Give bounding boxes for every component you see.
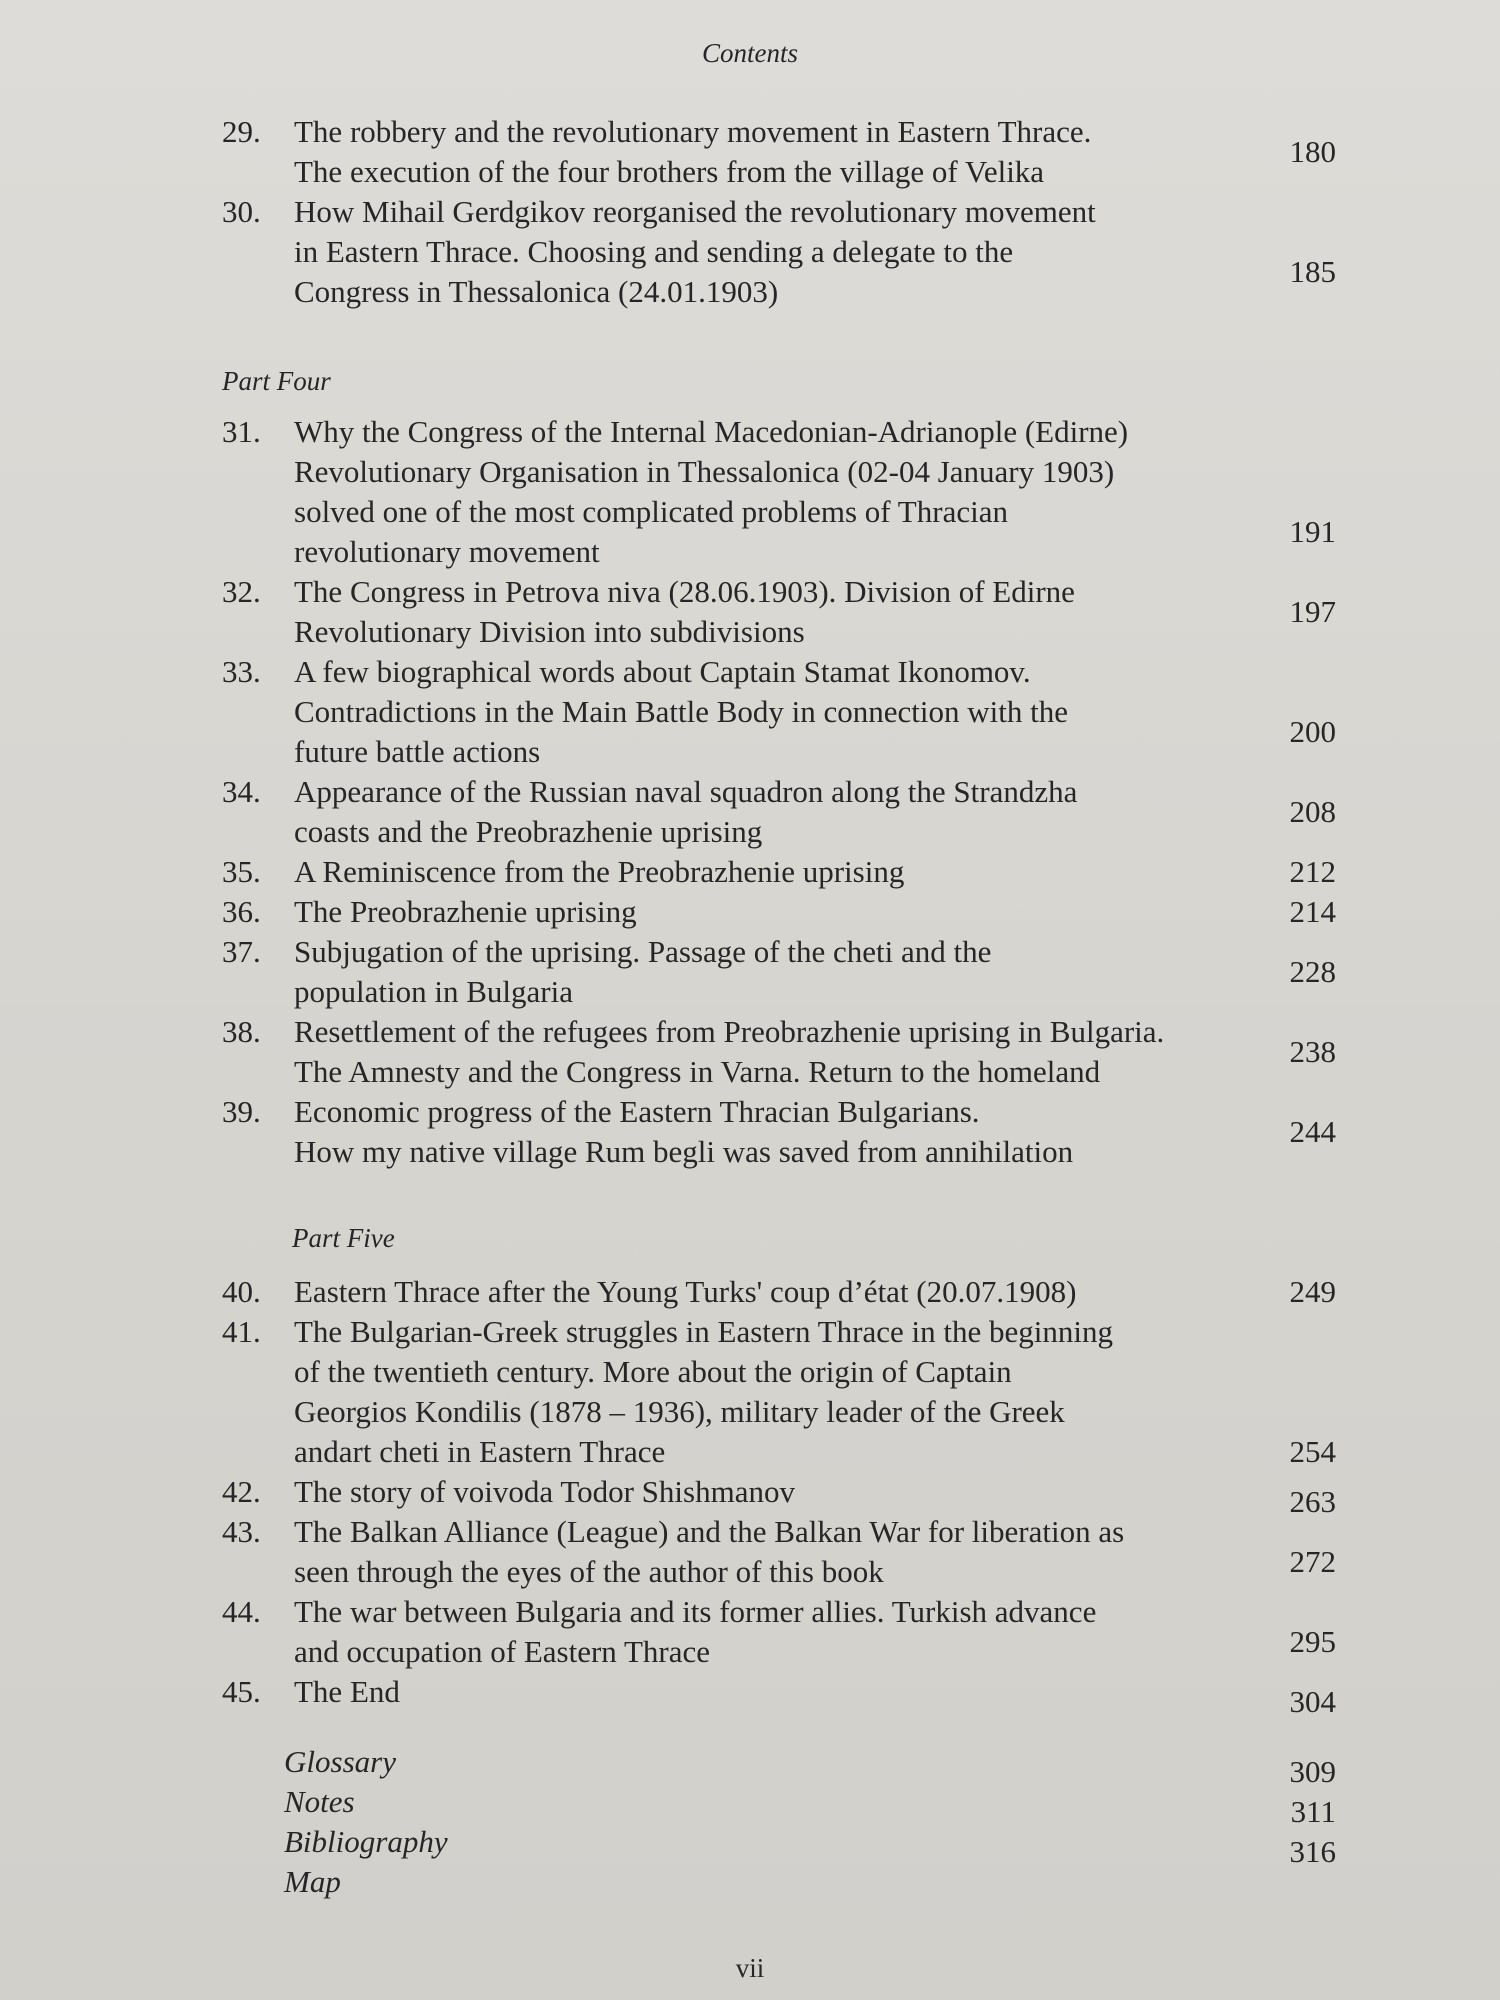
entry-title [294,772,1077,852]
entry-page-number: 208 [1289,794,1336,829]
entry-title [294,412,1128,572]
entry-title-line: revolutionary movement [294,534,600,569]
entry-page-number: 185 [1289,254,1336,289]
entry-number: 42. [222,1474,261,1509]
entry-page-number: 191 [1289,514,1336,549]
entry-page-number: 212 [1289,854,1336,889]
entry-number: 34. [222,774,261,809]
entry-title-line: Appearance of the Russian naval squadron along the Strandzha [294,774,1078,809]
entry-title-line: Revolutionary Division into subdivisions [294,614,805,649]
entry-number: 40. [222,1274,261,1309]
entry-number: 45. [222,1674,261,1709]
entry-title-line: The robbery and the revolutionary movement in Eastern Thrace. [294,114,1092,149]
entry-title [294,652,1068,772]
entry-title-line: population in Bulgaria [294,974,573,1009]
entry-number: 35. [222,854,261,889]
entry-title-line: The execution of the four brothers from the village of Velika [294,154,1045,189]
entry-number: 41. [222,1314,261,1349]
entry-title-line: Eastern Thrace after the Young Turks' coup d’état (20.07.1908) [294,1274,1077,1309]
entry-title-line: The war between Bulgaria and its former allies. Turkish advance [294,1594,1097,1629]
page-number: vii [735,1953,765,1983]
entry-number: 31. [222,414,261,449]
entry-page-number: 180 [1289,134,1336,169]
entry-title [294,1472,795,1512]
entry-title-line: Revolutionary Organisation in Thessalonica (02-04 January 1903) [294,454,1115,489]
entry-title-line: The Preobrazhenie uprising [294,894,637,929]
entry-title-line: The story of voivoda Todor Shishmanov [294,1474,795,1509]
entry-title [294,852,904,892]
entry-title-line: The Congress in Petrova niva (28.06.1903). Division of Edirne [294,574,1075,609]
entry-page-number: 295 [1289,1624,1336,1659]
entry-title-line: The Amnesty and the Congress in Varna. Return to the homeland [294,1054,1101,1089]
entry-page-number: 272 [1289,1544,1336,1579]
entry-title-line: andart cheti in Eastern Thrace [294,1434,666,1469]
entry-number: 33. [222,654,261,689]
entry-number: 43. [222,1514,261,1549]
entry-title-line: A Reminiscence from the Preobrazhenie uprising [294,854,905,889]
back-matter-page-number: 316 [1289,1834,1336,1869]
entry-title [294,932,991,1012]
entry-title-line: The End [294,1674,400,1709]
entry-title [294,1512,1124,1592]
entry-number: 30. [222,194,261,229]
entry-title [294,1672,400,1712]
part-five-heading: Part Five [292,1223,395,1253]
entry-page-number: 238 [1289,1034,1336,1069]
entry-title-line: in Eastern Thrace. Choosing and sending a delegate to the [294,234,1014,269]
entry-page-number: 200 [1289,714,1336,749]
entry-title [294,1312,1113,1472]
entry-title [294,1592,1096,1672]
entry-page-number: 197 [1289,594,1336,629]
entry-page-number: 304 [1289,1684,1336,1719]
entry-title [294,572,1075,652]
entry-title-line: coasts and the Preobrazhenie uprising [294,814,763,849]
entry-title-line: Economic progress of the Eastern Thracian Bulgarians. [294,1094,980,1129]
part-four-heading: Part Four [222,366,331,396]
entry-title [294,192,1096,312]
entry-title [294,1272,1076,1312]
entry-number: 38. [222,1014,261,1049]
entry-title-line: Resettlement of the refugees from Preobrazhenie uprising in Bulgaria. [294,1014,1165,1049]
entry-number: 36. [222,894,261,929]
entry-title [294,1092,1073,1172]
entry-title-line: seen through the eyes of the author of this book [294,1554,884,1589]
entry-page-number: 254 [1289,1434,1336,1469]
back-matter-title: Bibliography [284,1824,448,1859]
entry-title-line: of the twentieth century. More about the origin of Captain [294,1354,1012,1389]
back-matter-title: Notes [284,1784,355,1819]
entry-title-line: solved one of the most complicated problems of Thracian [294,494,1008,529]
entry-page-number: 244 [1289,1114,1336,1149]
entry-number: 32. [222,574,261,609]
entry-title-line: Why the Congress of the Internal Macedonian-Adrianople (Edirne) [294,414,1129,449]
running-header: Contents [701,38,798,68]
entry-title-line: A few biographical words about Captain Stamat Ikonomov. [294,654,1031,689]
entry-page-number: 263 [1289,1484,1336,1519]
entry-title [294,892,637,932]
entry-number: 39. [222,1094,261,1129]
entry-title-line: Georgios Kondilis (1878 – 1936), military leader of the Greek [294,1394,1065,1429]
entry-title [294,1012,1164,1092]
entry-title [294,112,1091,192]
entry-number: 29. [222,114,261,149]
entry-number: 44. [222,1594,261,1629]
entry-title-line: and occupation of Eastern Thrace [294,1634,711,1669]
entry-title-line: The Balkan Alliance (League) and the Balkan War for liberation as [294,1514,1125,1549]
entry-number: 37. [222,934,261,969]
entry-title-line: How my native village Rum begli was saved from annihilation [294,1134,1074,1169]
entry-page-number: 249 [1289,1274,1336,1309]
entry-title-line: The Bulgarian-Greek struggles in Eastern Thrace in the beginning [294,1314,1113,1349]
entry-page-number: 214 [1289,894,1336,929]
entry-title-line: Contradictions in the Main Battle Body in connection with the [294,694,1069,729]
entry-title-line: Congress in Thessalonica (24.01.1903) [294,274,779,309]
entry-title-line: How Mihail Gerdgikov reorganised the revolutionary movement [294,194,1096,229]
back-matter-title: Map [284,1864,341,1899]
back-matter-page-number: 311 [1290,1794,1336,1829]
entry-title-line: future battle actions [294,734,541,769]
back-matter-page-number: 309 [1289,1754,1336,1789]
back-matter-title: Glossary [284,1744,396,1779]
entry-page-number: 228 [1289,954,1336,989]
entry-title-line: Subjugation of the uprising. Passage of the cheti and the [294,934,992,969]
